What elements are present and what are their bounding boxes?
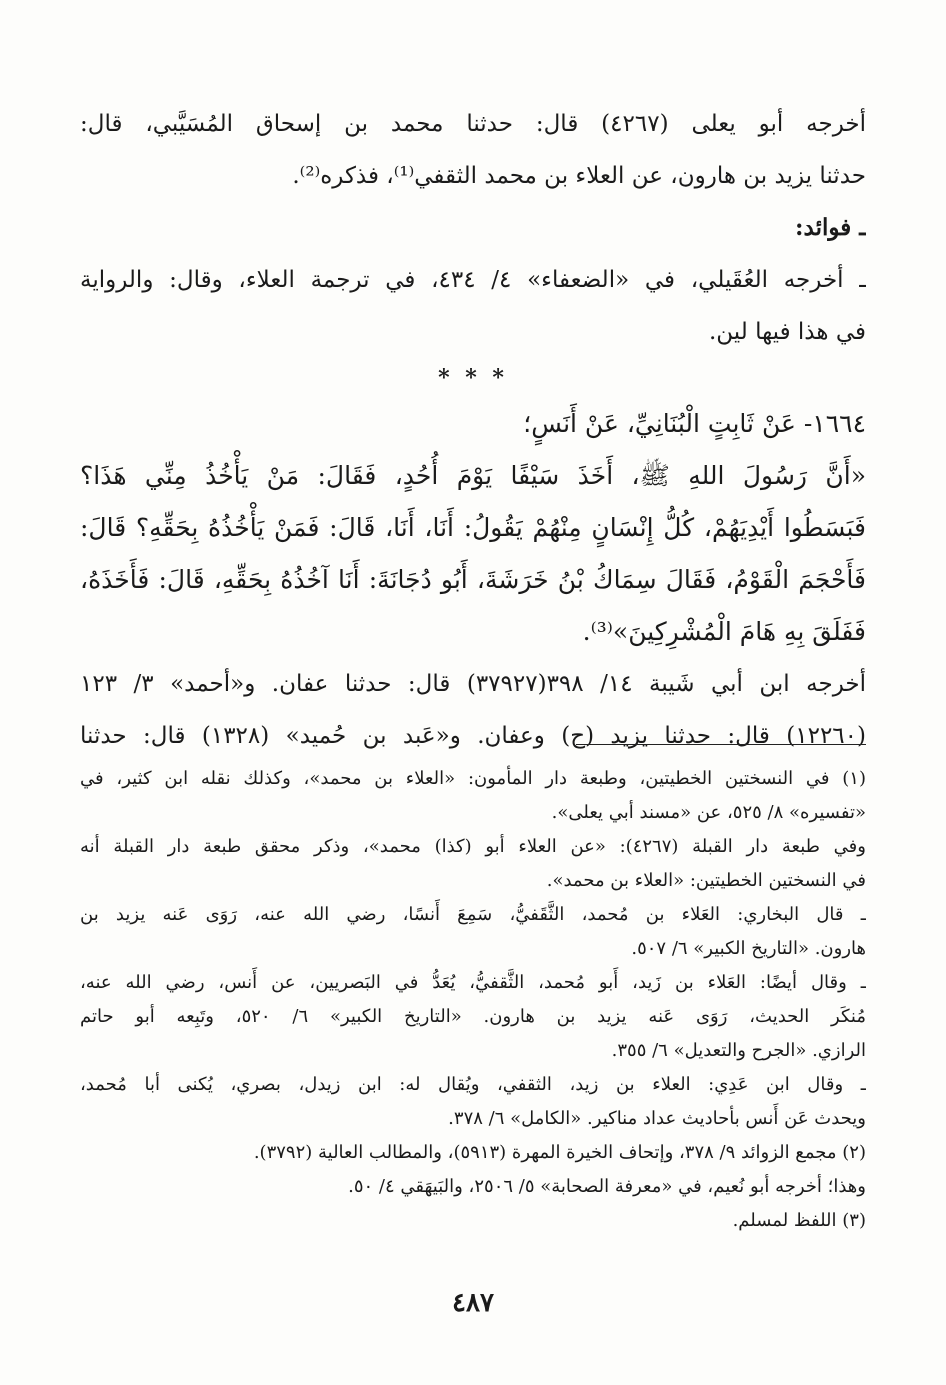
footnote-line: (١) في النسختين الخطيتين، وطبعة دار المأمون: «العلاء بن محمد»، وكذلك نقله ابن كثير، في [80, 768, 866, 789]
text-line: في هذا فيها لين. [708, 319, 866, 345]
text-line: أخرجه أبو يعلى (٤٢٦٧) قال: حدثنا محمد بن إسحاق المُسَيَّبي، قال: [80, 111, 866, 137]
footnote-line: في النسختين الخطيتين: «العلاء بن محمد». [546, 870, 866, 891]
main-text [80, 98, 866, 762]
footnote-line: هارون. «التاريخ الكبير» ٦/ ٥٠٧. [631, 938, 866, 959]
hadith-line: «أَنَّ رَسُولَ اللهِ ﷺ، أَخَذَ سَيْفًا يَوْمَ أُحُدٍ، فَقَالَ: مَنْ يَأْخُذُ مِنِّي هَذَا؟ [80, 461, 866, 490]
hadith-line: فَبَسَطُوا أَيْدِيَهُمْ، كُلُّ إِنْسَانٍ مِنْهُمْ يَقُولُ: أَنَا، أَنَا، قَالَ: فَمَنْ يَأْخُذُهُ بِحَقِّهِ؟ قَالَ: [80, 513, 866, 542]
footnote-separator [576, 744, 866, 745]
hadith-line: فَأَحْجَمَ الْقَوْمُ، فَقَالَ سِمَاكُ بْنُ خَرَشَةَ، أَبُو دُجَانَةَ: أَنَا آخُذُهُ بِحَقِّهِ، قَالَ: فَأَخَذَهُ، [80, 565, 866, 594]
hadith-heading: ١٦٦٤- عَنْ ثَابِتٍ الْبُنَانِيِّ، عَنْ أَنَسٍ؛ [523, 409, 866, 438]
text-line: ـ أخرجه العُقَيلي، في «الضعفاء» ٤/ ٤٣٤، في ترجمة العلاء، وقال: والرواية [80, 267, 866, 293]
footnote-line: الرازي. «الجرح والتعديل» ٦/ ٣٥٥. [611, 1040, 866, 1061]
footnote-line: مُنكَر الحديث، رَوَى عَنه يزيد بن هارون. «التاريخ الكبير» ٦/ ٥٢٠، وتَبِعه أبو حاتم [80, 1006, 866, 1027]
text-line: حدثنا يزيد بن هارون، عن العلاء بن محمد الثقفي⁽¹⁾، فذكره⁽²⁾. [292, 163, 866, 189]
text-line: أخرجه ابن أبي شَيبة ١٤/ ٣٩٨(٣٧٩٢٧) قال: حدثنا عفان. و«أحمد» ٣/ ١٢٣ [80, 671, 866, 697]
footnote-line: ـ قال البخاري: العَلاء بن مُحمد، الثَّقَفيُّ، سَمِعَ أَنسًا، رضي الله عنه، رَوَى عَنه يزيد بن [80, 904, 866, 925]
section-divider: * * * [438, 365, 508, 391]
text-line: (١٢٢٦٠) قال: حدثنا يزيد (ح) وعفان. و«عَبد بن حُميد» (١٣٢٨) قال: حدثنا [80, 723, 866, 749]
footnote-line: (٣) اللفظ لمسلم. [732, 1210, 866, 1231]
footnote-line: (٢) مجمع الزوائد ٩/ ٣٧٨، وإتحاف الخيرة المهرة (٥٩١٣)، والمطالب العالية (٣٧٩٢). [253, 1142, 866, 1163]
footnote-line: ـ وقال ابن عَدِي: العلاء بن زيد، الثقفي، ويُقال له: ابن زيدل، بصري، يُكنى أبا مُحمد، [80, 1074, 866, 1095]
footnote-line: وهذا؛ أخرجه أبو نُعيم، في «معرفة الصحابة» ٥/ ٢٥٠٦، والبَيهَقي ٤/ ٥٠. [348, 1176, 866, 1197]
section-heading: ـ فوائد: [795, 214, 866, 241]
hadith-line: فَفَلَقَ بِهِ هَامَ الْمُشْرِكِينَ»⁽³⁾. [582, 617, 866, 646]
page-number: ٤٨٧ [452, 1288, 494, 1318]
footnote-line: ـ وقال أيضًا: العَلاء بن زَيد، أَبو مُحمد، الثَّقفيُّ، يُعَدُّ في البَصريين، عن أَنس، رضي الله عنه، [80, 972, 866, 993]
footnote-line: «تفسيره» ٨/ ٥٢٥، عن «مسند أبي يعلى». [551, 802, 866, 823]
footnotes [80, 762, 866, 1238]
footnote-line: ويحدث عَن أَنس بأحاديث عداد مناكير. «الكامل» ٦/ ٣٧٨. [448, 1108, 866, 1129]
footnote-line: وفي طبعة دار القبلة (٤٢٦٧): «عن العلاء أبو (كذا) محمد»، وذكر محقق طبعة دار القبلة أنه [80, 836, 866, 857]
hadith-block [80, 398, 866, 658]
